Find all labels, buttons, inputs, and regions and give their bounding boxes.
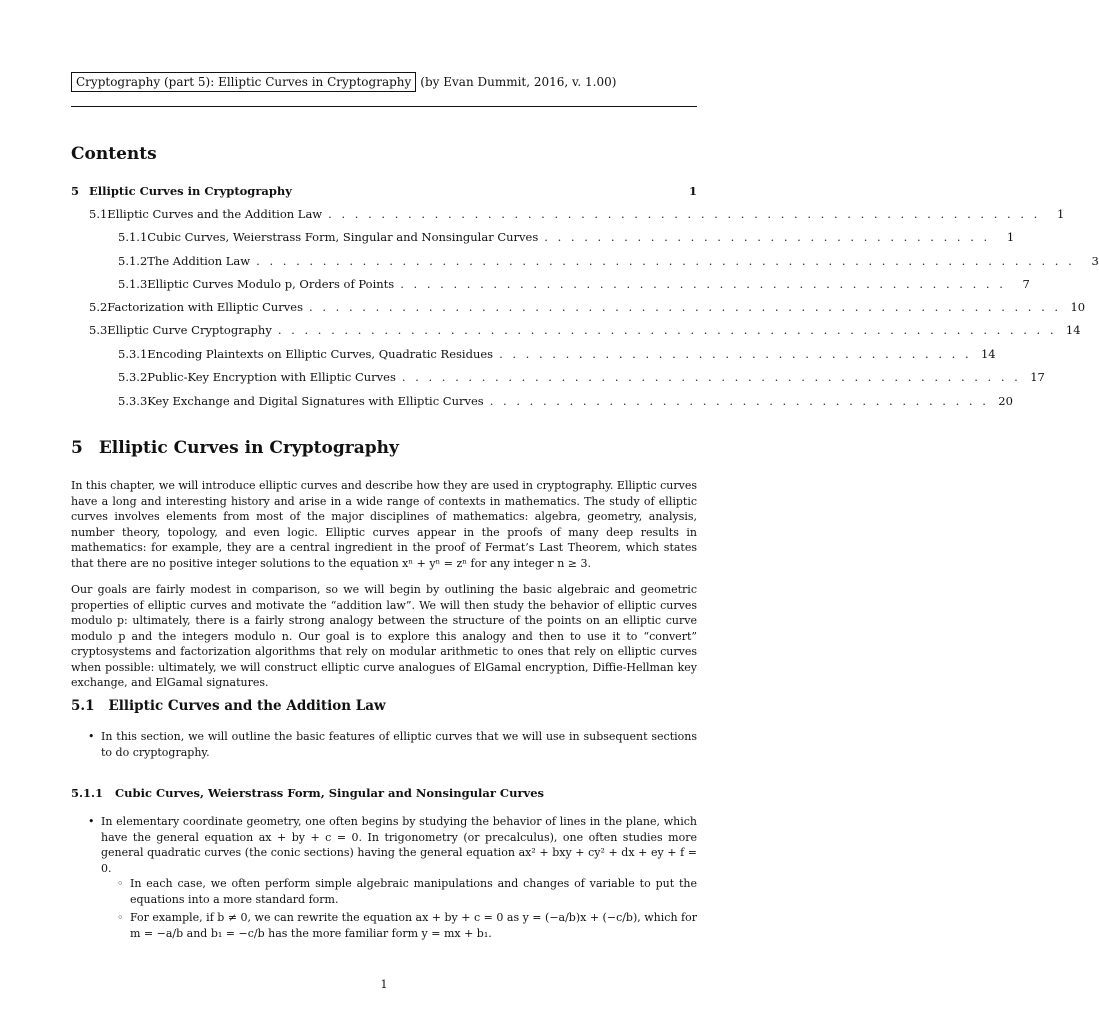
toc-entry-page: 1 xyxy=(1006,230,1015,244)
toc-leader: . . . . . . . . . . . . . . . . . . . . . . . . . . . . . . . . . . xyxy=(544,230,991,244)
toc-entry-number: 5.1.3 xyxy=(118,277,148,291)
toc-entry-title: Public-Key Encryption with Elliptic Curves xyxy=(147,370,396,384)
toc-entry-page: 14 xyxy=(1065,323,1081,337)
hollow-bullet-icon: ◦ xyxy=(117,911,124,924)
bullet-dot-icon: • xyxy=(88,730,95,743)
subsubsection-title: Cubic Curves, Weierstrass Form, Singular and Nonsingular Curves xyxy=(115,786,544,800)
toc-entry-title: Elliptic Curves in Cryptography xyxy=(89,184,292,198)
toc-entry-page: 20 xyxy=(998,394,1013,408)
toc-entry-number: 5.3 xyxy=(89,323,108,337)
toc-entry-title: Elliptic Curves Modulo p, Orders of Points xyxy=(147,277,395,291)
toc-entry-number: 5.1.1 xyxy=(118,230,148,244)
toc-leader: . . . . . . . . . . . . . . . . . . . . . . . . . . . . . . . . . . . . . . . . . . . . . . . . . . . . . . . . . xyxy=(309,300,1062,314)
toc-entry-page: 17 xyxy=(1030,370,1045,384)
toc-entry[interactable] xyxy=(89,300,1086,318)
toc-entry-page: 14 xyxy=(980,347,996,361)
intro-paragraph-1: In this chapter, we will introduce elliptic curves and describe how they are used in cryptography. Elliptic curves have a long and interesting history and arise in a wide range of contexts in mathematics. The study of elliptic curves involves elements from most of the major disciplines of mathematics: algebra, geometry, analysis, number theory, topology, and even logic. Elliptic curves appear in the proofs of many deep results in mathematics: for example, they are a central ingredient in the proof of Fermat’s Last Theorem, which states that there are no positive integer solutions to the equation xⁿ + yⁿ = zⁿ for any integer n ≥ 3. xyxy=(71,479,698,570)
toc-entry-title: Factorization with Elliptic Curves xyxy=(107,300,304,314)
sub-bullet-item xyxy=(117,910,697,941)
intro-paragraph-2: Our goals are fairly modest in comparison, so we will begin by outlining the basic algebraic and geometric properties of elliptic curves and motivate the “addition law”. We will then study the behavior of elliptic curves modulo p: ultimately, there is a fairly strong analogy between the structure of the points on an elliptic curve modulo p and the integers modulo n. Our goal is to explore this analogy and then to use it to “convert” cryptosystems and factorization algorithms that rely on modular arithmetic to ones that rely on elliptic curves when possible: ultimately, we will construct elliptic curve analogues of ElGamal encryption, Diffie-Hellman key exchange, and ElGamal signatures. xyxy=(71,583,697,689)
toc-entry-page: 3 xyxy=(1091,254,1099,268)
toc-entry[interactable] xyxy=(118,277,1030,295)
toc-entry-page: 1 xyxy=(1056,207,1065,221)
toc-entry-title: Encoding Plaintexts on Elliptic Curves, Quadratic Residues xyxy=(147,347,494,361)
toc-leader: . . . . . . . . . . . . . . . . . . . . . . . . . . . . . . . . . . . . xyxy=(499,347,972,361)
sub-bullet-item xyxy=(117,876,697,907)
toc-leader: . . . . . . . . . . . . . . . . . . . . . . . . . . . . . . . . . . . . . . . . . . . . . . . . . . . . . . . . . . . xyxy=(277,323,1057,337)
toc-entry-title: Key Exchange and Digital Signatures with Elliptic Curves xyxy=(147,394,484,408)
sub-bullet-text: In each case, we often perform simple algebraic manipulations and changes of variable to put the equations into a more standard form. xyxy=(130,877,697,906)
toc-entry[interactable] xyxy=(71,184,697,202)
section-heading xyxy=(71,438,399,458)
subsection-heading xyxy=(71,698,386,714)
toc-entry[interactable] xyxy=(118,394,1013,412)
subsection-title: Elliptic Curves and the Addition Law xyxy=(108,698,386,714)
toc-entry-number: 5.1.2 xyxy=(118,254,148,268)
toc-entry-page: 10 xyxy=(1070,300,1086,314)
toc-entry-number: 5.1 xyxy=(89,207,108,221)
toc-leader: . . . . . . . . . . . . . . . . . . . . . . . . . . . . . . . . . . . . . . xyxy=(489,394,989,408)
section-number: 5 xyxy=(71,438,83,458)
bullet-item xyxy=(88,814,697,876)
toc-heading: Contents xyxy=(71,144,157,164)
hollow-bullet-icon: ◦ xyxy=(117,877,124,890)
toc-entry-title: Elliptic Curve Cryptography xyxy=(107,323,272,337)
toc-entry[interactable] xyxy=(89,323,1081,341)
toc-entry-title: The Addition Law xyxy=(147,254,251,268)
document-header xyxy=(71,72,616,92)
sub-bullet-text: For example, if b ≠ 0, we can rewrite the equation ax + by + c = 0 as y = (−a/b)x + (−c/b), which for m = −a/b and b₁ = −c/b has the more familiar form y = mx + b₁. xyxy=(130,911,697,940)
toc-entry[interactable] xyxy=(118,370,1045,388)
subsubsection-number: 5.1.1 xyxy=(71,786,104,800)
toc-entry-title: Elliptic Curves and the Addition Law xyxy=(107,207,323,221)
header-rule xyxy=(71,106,697,107)
toc-entry-number: 5.2 xyxy=(89,300,108,314)
page-number: 1 xyxy=(380,978,388,991)
bullet-text: In elementary coordinate geometry, one often begins by studying the behavior of lines in the plane, which have the general equation ax + by + c = 0. In trigonometry (or precalculus), one often studies more general quadratic curves (the conic sections) having the general equation ax² + bxy + cy² + dx + ey + f = 0. xyxy=(101,815,697,875)
author-byline: (by Evan Dummit, 2016, v. 1.00) xyxy=(420,75,617,89)
toc-entry-title: Cubic Curves, Weierstrass Form, Singular and Nonsingular Curves xyxy=(147,230,539,244)
toc-entry[interactable] xyxy=(89,207,1065,225)
toc-entry[interactable] xyxy=(118,347,996,365)
toc-entry[interactable] xyxy=(118,254,1099,272)
bullet-dot-icon: • xyxy=(88,815,95,828)
toc-entry-number: 5.3.1 xyxy=(118,347,148,361)
subsection-number: 5.1 xyxy=(71,698,95,714)
bullet-text: In this section, we will outline the basic features of elliptic curves that we will use in subsequent sections to do cryptography. xyxy=(101,730,697,759)
toc-entry-number: 5.3.3 xyxy=(118,394,148,408)
toc-entry-number: 5.3.2 xyxy=(118,370,148,384)
toc-leader: . . . . . . . . . . . . . . . . . . . . . . . . . . . . . . . . . . . . . . . . . . . . . . xyxy=(400,277,1006,291)
toc-entry-page: 1 xyxy=(688,184,697,198)
toc-entry-number: 5 xyxy=(71,184,80,198)
toc-leader: . . . . . . . . . . . . . . . . . . . . . . . . . . . . . . . . . . . . . . . . . . . . . . . . . . . . . . . . . . . . . . xyxy=(256,254,1075,268)
toc-leader: . . . . . . . . . . . . . . . . . . . . . . . . . . . . . . . . . . . . . . . . . . . . . . . xyxy=(401,370,1021,384)
toc-leader: . . . . . . . . . . . . . . . . . . . . . . . . . . . . . . . . . . . . . . . . . . . . . . . . . . . . . . xyxy=(328,207,1041,221)
document-title-box: Cryptography (part 5): Elliptic Curves in Cryptography xyxy=(71,72,416,92)
toc-entry[interactable] xyxy=(118,230,1015,248)
subsubsection-heading xyxy=(71,786,544,800)
bullet-item xyxy=(88,729,697,760)
section-title: Elliptic Curves in Cryptography xyxy=(98,438,399,458)
toc-entry-page: 7 xyxy=(1022,277,1030,291)
